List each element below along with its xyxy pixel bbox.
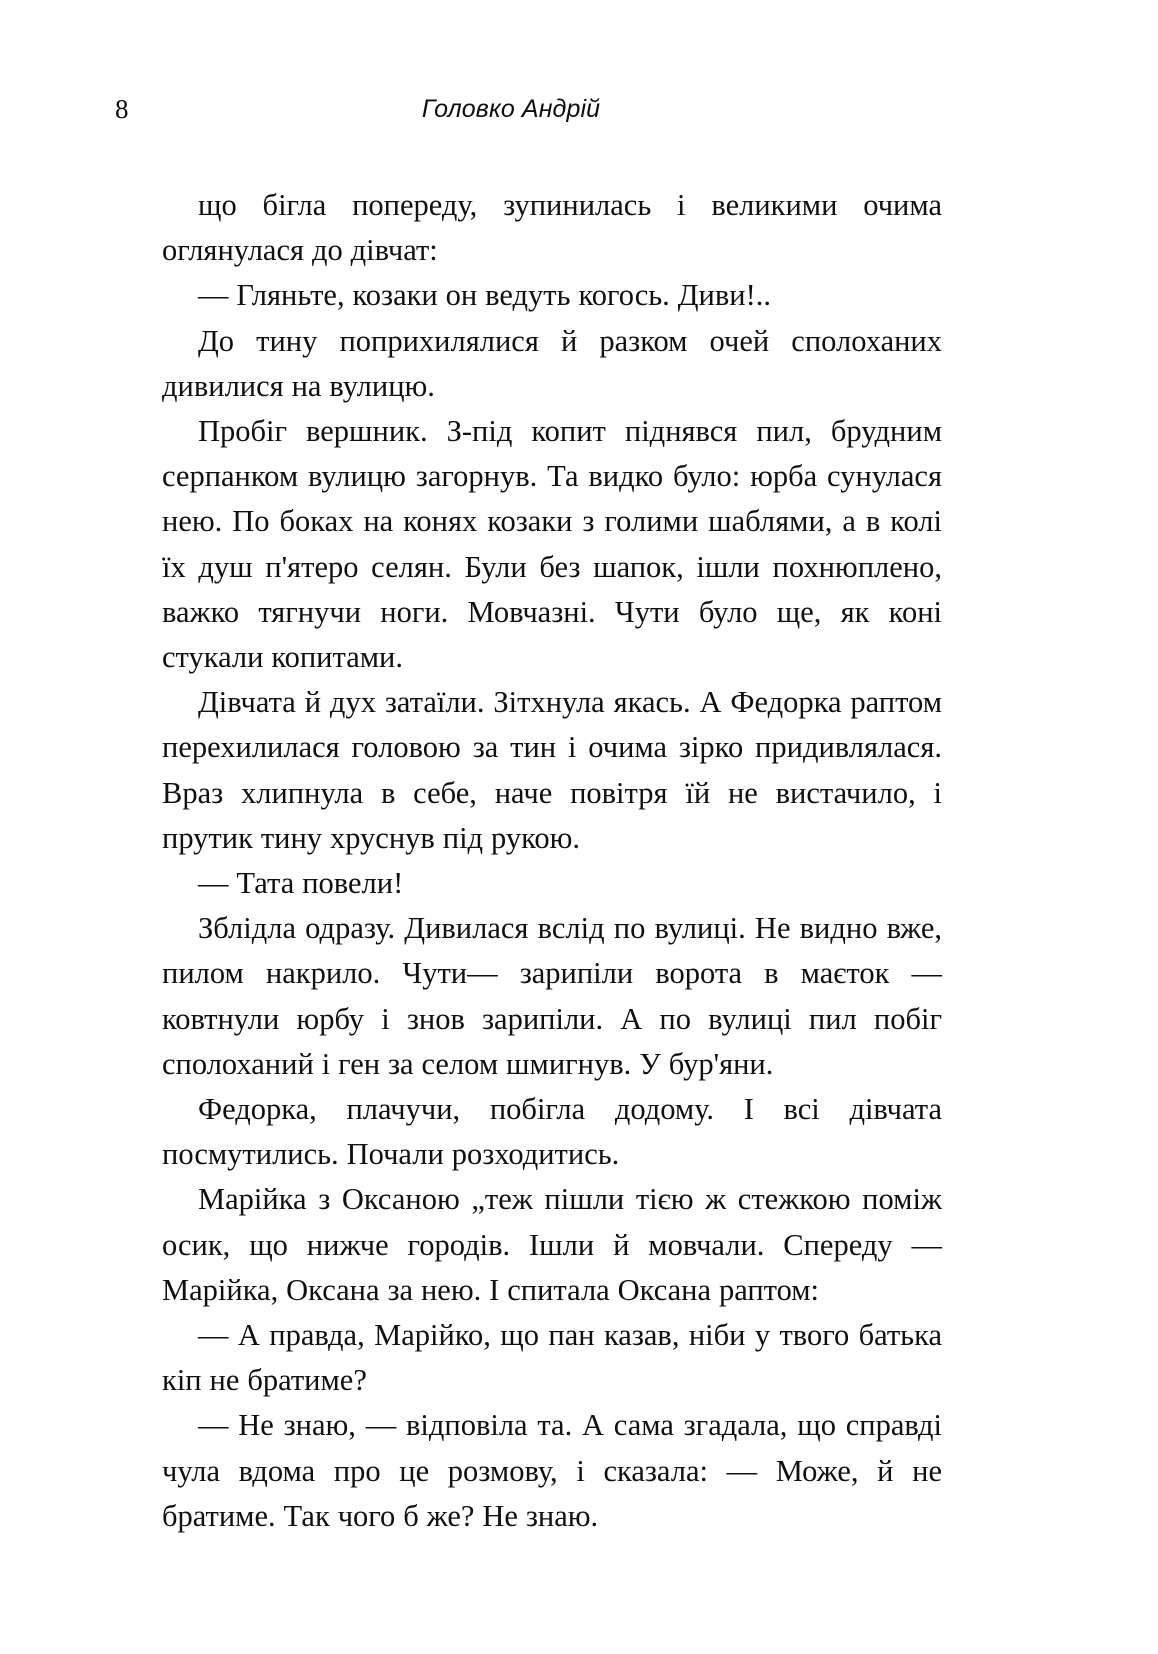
paragraph: що бігла попереду, зупинилась і великими очима оглянулася до дівчат:	[162, 188, 942, 268]
running-head-title: Головко Андрій	[421, 95, 601, 123]
page-number: 8	[115, 94, 129, 124]
paragraph: Федорка, плачучи, побігла додому. І всі дівчата посмутились. Почали розходитись.	[162, 1092, 942, 1172]
paragraph: До тину поприхилялися й разком очей сполоханих дивилися на вулицю.	[162, 323, 942, 403]
body-text-block	[162, 183, 942, 1539]
paragraph: Пробіг вершник. З-під копит піднявся пил, брудним серпанком вулицю загорнув. Та видко було: юрба сунулася нею. По боках на конях козаки з голими шаблями, а в колі їх душ п'ятеро селян. Були без шапок, ішли похнюплено, важко тягнучи ноги. Мовчазні. Чути було ще, як коні стукали копитами.	[162, 414, 942, 675]
paragraph: Марійка з Оксаною „теж пішли тією ж стежкою поміж осик, що нижче городів. Ішли й мовчали. Спереду — Марійка, Оксана за нею. І спитала Оксана раптом:	[162, 1182, 942, 1307]
paragraph: — А правда, Марійко, що пан казав, ніби у твого батька кіп не братиме?	[162, 1318, 942, 1398]
running-head	[115, 92, 1043, 132]
paragraph: — Тата повели!	[198, 866, 404, 901]
paragraph: Зблідла одразу. Дивилася вслід по вулиці. Не видно вже, пилом накрило. Чути— зарипіли ворота в маєток — ковтнули юрбу і знов зарипіли. А по вулиці пил побіг сполоханий і ген за селом шмигнув. У бур'яни.	[162, 911, 942, 1081]
paragraph: Дівчата й дух затаїли. Зітхнула якась. А Федорка раптом перехилилася головою за тин і очима зірко придивлялася. Враз хлипнула в себе, наче повітря їй не вистачило, і прутик тину хруснув під рукою.	[162, 685, 942, 855]
paragraph: — Гляньте, козаки он ведуть когось. Диви!..	[198, 278, 771, 313]
paragraph: — Не знаю, — відповіла та. А сама згадала, що справді чула вдома про це розмову, і сказала: — Може, й не братиме. Так чого б же? Не знаю.	[162, 1408, 942, 1533]
